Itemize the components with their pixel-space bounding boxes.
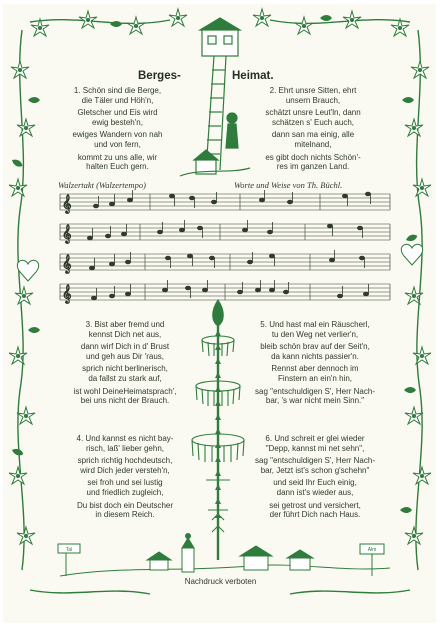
verse-5 [240, 320, 390, 406]
sign-right-text: Alm [367, 547, 377, 553]
verse-2 [243, 86, 383, 172]
verse-line: dann wirf Dich in d' Brust [80, 342, 170, 352]
verse-line: bar, 's war nicht mein Sinn." [265, 396, 365, 406]
music-staves [60, 194, 390, 300]
music-notes [62, 190, 371, 304]
verse-line: ewiges Wandern von nah [72, 130, 163, 140]
verse-line: kennst Dich net aus, [88, 329, 162, 339]
hut-ladder-illustration [180, 18, 250, 176]
edelweiss-column-left [9, 61, 35, 544]
verse-line: ist wohl DeineHeimatsprach', [73, 386, 177, 396]
verse-4 [55, 434, 195, 520]
verse-line: 6. Und schreit er glei wieder [265, 434, 365, 443]
verse-line: res im ganzen Land. [276, 162, 350, 172]
verse-line: Finstern an ein'n hin, [277, 373, 352, 383]
verse-line: 5. Und hast mal ein Räuscherl, [260, 320, 370, 329]
verse-line: "Depp, kannst mi net sehn", [265, 443, 365, 453]
verse-line: und geh aus Dir 'raus, [85, 351, 164, 361]
verse-1 [55, 86, 180, 172]
verse-line: risch, laß' lieber gehn, [85, 443, 164, 453]
maypole-illustration [192, 300, 244, 560]
tempo-marking: Walzertakt (Walzertempo) [58, 180, 146, 190]
verse-line: und seid Ihr Euch einig, [273, 478, 357, 488]
verse-line: und friedlich zugleich, [86, 487, 164, 497]
verse-line: sprich richtig hochdeutsch, [77, 456, 173, 466]
verse-line: die Täler und Höh'n, [81, 95, 154, 105]
song-credit: Worte und Weise von Th. Büchl. [234, 180, 343, 190]
verse-line: schätzt unsre Leut'ln, dann [265, 108, 361, 118]
verse-line: ewig besteh'n, [92, 117, 143, 127]
sign-left-text: Tal [65, 547, 73, 553]
verse-line: mitelnand, [294, 139, 332, 149]
reprint-notice: Nachdruck verboten [184, 577, 257, 586]
verse-line: sag "entschuldigen S', Herr Nach- [255, 386, 375, 396]
verse-line: Rennst aber dennoch im [271, 364, 359, 374]
heart-right-icon [401, 244, 422, 265]
verse-line: in diesem Reich. [95, 510, 155, 520]
verse-line: Gletscher und Eis wird [77, 108, 158, 118]
heart-left-icon [17, 260, 38, 281]
verse-line: bar, Jetzt ist's schon g'schehn" [260, 465, 370, 475]
staff-1 [60, 194, 390, 210]
verse-line: sei froh und sei lustig [87, 478, 163, 488]
svg-text:𝄞: 𝄞 [62, 254, 72, 273]
verse-line: 3. Bist aber fremd und [85, 320, 165, 329]
title-right: Heimat. [232, 70, 274, 82]
verse-line: 2. Ehrt unsre Sitten, ehrt [269, 86, 357, 95]
staff-3 [60, 254, 390, 270]
verse-line: es gibt doch nichts Schön'- [265, 152, 361, 162]
verse-line: da kann nichts passier'n. [271, 351, 359, 361]
verse-6 [240, 434, 390, 520]
title-left: Berges- [138, 70, 181, 82]
edelweiss-column-right [405, 61, 431, 544]
verse-line: und von fern, [94, 139, 141, 149]
verse-line: da fallst zu stark auf, [88, 373, 162, 383]
verse-line: dann san ma einig, alle [271, 130, 355, 140]
svg-text:𝄞: 𝄞 [62, 224, 72, 243]
verse-line: unsern Brauch, [285, 95, 341, 105]
svg-text:𝄞: 𝄞 [62, 284, 72, 303]
verse-line: sag "entschuldigen S', Herr Nach- [255, 456, 375, 466]
verse-line: dann ist's wieder aus, [276, 487, 354, 497]
svg-text:𝄞: 𝄞 [62, 194, 72, 213]
verse-3 [55, 320, 195, 406]
verse-line: halten Euch gern. [86, 162, 149, 172]
verse-line: der führt Dich nach Haus. [269, 510, 361, 520]
verse-line: sei getrost und versichert, [269, 500, 361, 510]
verse-line: bleib schön brav auf der Seit'n, [260, 342, 370, 352]
verse-line: bei uns nicht der Brauch. [80, 396, 170, 406]
verse-line: wird Dich jeder versteh'n, [80, 465, 170, 475]
verse-line: sprich nicht berlinerisch, [82, 364, 168, 374]
verse-line: Du bist doch ein Deutscher [76, 500, 174, 510]
verse-line: schätzen s' Euch auch, [271, 117, 355, 127]
verse-line: 1. Schön sind die Berge, [73, 86, 162, 95]
verse-line: 4. Und kannst es nicht bay- [76, 434, 174, 443]
verse-line: kommt zu uns alle, wir [77, 152, 158, 162]
village-illustration [58, 534, 390, 577]
verse-line: tu den Weg net verlier'n, [271, 329, 359, 339]
